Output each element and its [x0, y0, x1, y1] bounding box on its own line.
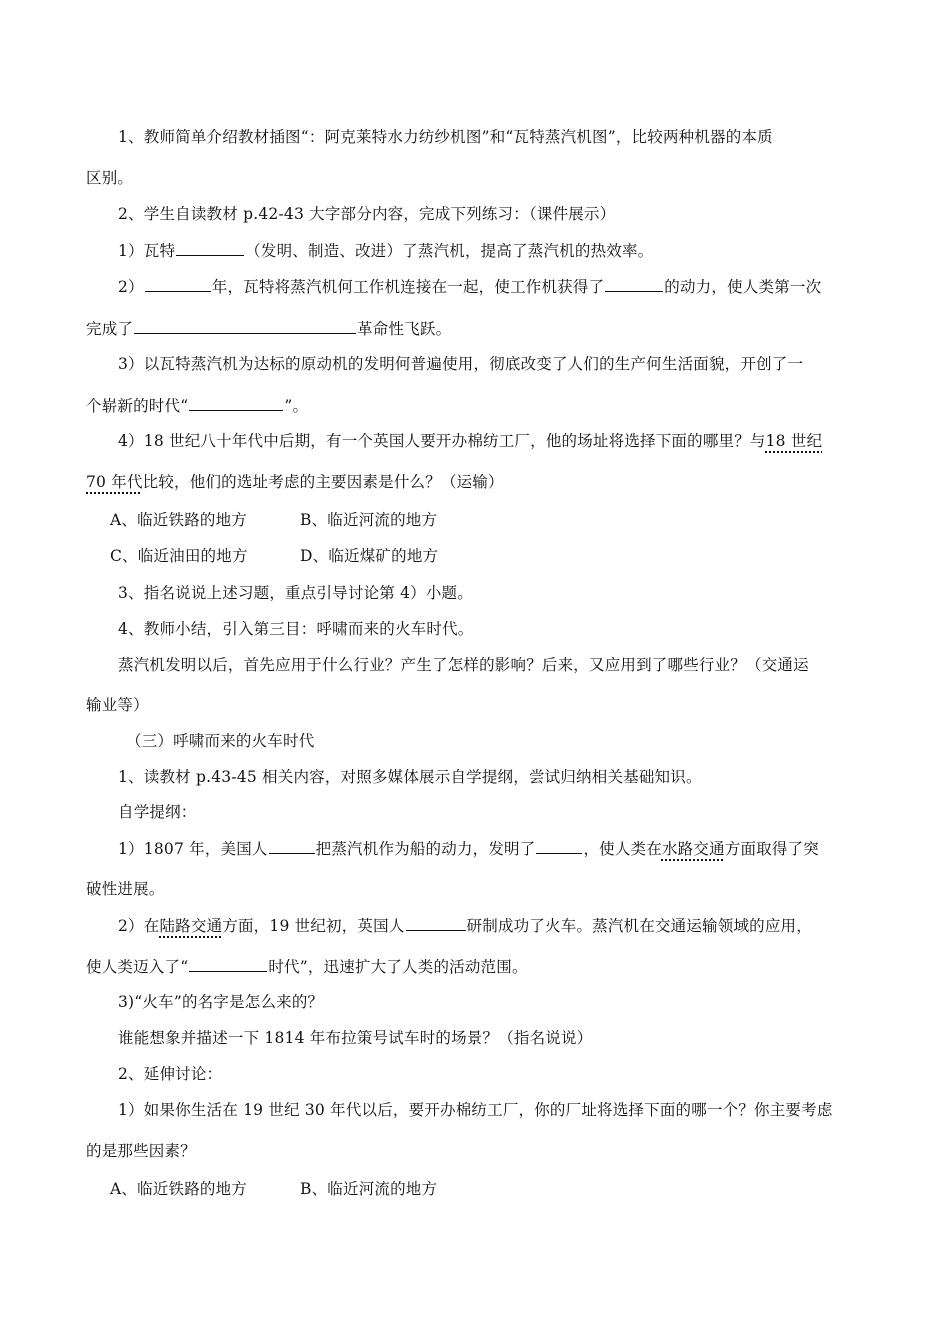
text-line	[118, 619, 473, 639]
text-line	[118, 583, 473, 603]
text: 输业等）	[86, 696, 149, 714]
option-b: B、临近河流的地方	[300, 1180, 438, 1198]
emphasis-text: 陆路交通	[159, 917, 223, 935]
text: 方面，19 世纪初，英国人	[222, 917, 405, 935]
text: 3）以瓦特蒸汽机为达标的原动机的发明何普遍使用，彻底改变了人们的生产何生活面貌，开创了一	[118, 355, 804, 373]
text: 谁能想象并描述一下 1814 年布拉策号试车时的场景？（指名说说）	[118, 1029, 593, 1047]
text: 方面取得了突	[724, 840, 819, 858]
option-d: D、临近煤矿的地方	[300, 547, 439, 565]
text: 1）如果你生活在 19 世纪 30 年代以后，要开办棉纺工厂，你的厂址将选择下面的哪一个？你主要考虑	[118, 1101, 833, 1119]
fill-blank	[406, 915, 466, 931]
text: 的是那些因素？	[86, 1142, 196, 1160]
text: 1、教师简单介绍教材插图“：阿克莱特水力纺纱机图”和“瓦特蒸汽机图”，比较两种机器的本质	[118, 128, 773, 146]
text: ，使人类在	[583, 840, 662, 858]
fill-blank	[605, 276, 663, 292]
text-line	[86, 695, 149, 715]
text: 个崭新的时代“	[86, 397, 189, 415]
text-line	[86, 879, 165, 899]
text: 自学提纲：	[118, 803, 197, 821]
option-b: B、临近河流的地方	[300, 511, 438, 529]
option-row	[110, 1179, 437, 1199]
text: （三）呼啸而来的火车时代	[126, 732, 315, 750]
option-a: A、临近铁路的地方	[110, 1180, 247, 1198]
text-line	[118, 838, 819, 859]
text-line	[118, 915, 812, 936]
fill-blank	[269, 838, 315, 854]
text: 4）18 世纪八十年代中后期，有一个英国人要开办棉纺工厂，他的场址将选择下面的哪里？与	[118, 432, 766, 450]
section-heading	[126, 731, 314, 751]
text: 1）瓦特	[118, 242, 176, 260]
text: 时代”，迅速扩大了人类的活动范围。	[268, 958, 528, 976]
text: 3)“火车”的名字是怎么来的？	[118, 993, 324, 1011]
text: 2）	[118, 278, 144, 296]
text-line	[118, 204, 615, 224]
fill-blank	[176, 240, 244, 256]
text-line	[86, 395, 308, 416]
text-line	[118, 767, 702, 787]
text: 完成了	[86, 320, 134, 338]
text: 3、指名说说上述习题，重点引导讨论第 4）小题。	[118, 584, 473, 602]
text-line	[118, 240, 653, 261]
text-line	[86, 318, 451, 339]
text: 年，瓦特将蒸汽机何工作机连接在一起，使工作机获得了	[211, 278, 605, 296]
fill-blank	[145, 276, 211, 292]
fill-blank	[536, 838, 582, 854]
option-row	[110, 546, 438, 566]
text-line	[86, 168, 133, 188]
text-line	[118, 1064, 222, 1084]
option-c: C、临近油田的地方	[110, 547, 248, 565]
text-line	[118, 655, 809, 675]
text: 2、学生自读教材 p.42-43 大字部分内容，完成下列练习：（课件展示）	[118, 205, 616, 223]
text: 的动力，使人类第一次	[664, 278, 822, 296]
text: 2、延伸讨论：	[118, 1065, 223, 1083]
text-line	[118, 431, 822, 451]
text: 2）在	[118, 917, 160, 935]
text-line	[118, 276, 821, 297]
fill-blank	[189, 395, 283, 411]
text: 1）1807 年，美国人	[118, 840, 268, 858]
fill-blank	[134, 318, 356, 334]
text-line	[118, 992, 323, 1012]
text-line	[118, 802, 197, 822]
text-line	[118, 354, 803, 374]
emphasis-text: 70 年代	[86, 473, 143, 491]
text: ”。	[284, 397, 309, 415]
text: 革命性飞跃。	[357, 320, 452, 338]
option-a: A、临近铁路的地方	[110, 511, 247, 529]
text-line	[86, 956, 528, 977]
text: 区别。	[86, 169, 134, 187]
text: 蒸汽机发明以后，首先应用于什么行业？产生了怎样的影响？后来，又应用到了哪些行业？（交通运	[118, 656, 809, 674]
emphasis-text: 18 世纪	[765, 432, 823, 450]
text: 把蒸汽机作为船的动力，发明了	[315, 840, 536, 858]
emphasis-text: 水路交通	[661, 840, 725, 858]
text-line	[118, 127, 773, 147]
text: 破性进展。	[86, 880, 165, 898]
text: 研制成功了火车。蒸汽机在交通运输领域的应用，	[466, 917, 812, 935]
text: （发明、制造、改进）了蒸汽机，提高了蒸汽机的热效率。	[245, 242, 654, 260]
text-line	[118, 1028, 592, 1048]
text: 4、教师小结，引入第三目：呼啸而来的火车时代。	[118, 620, 474, 638]
text-line	[118, 1100, 833, 1120]
option-row	[110, 510, 437, 530]
text-line	[86, 472, 504, 492]
fill-blank	[189, 956, 267, 972]
text: 1、读教材 p.43-45 相关内容，对照多媒体展示自学提纲，尝试归纳相关基础知识。	[118, 768, 702, 786]
text: 使人类迈入了“	[86, 958, 189, 976]
text-line	[86, 1141, 196, 1161]
text: 比较，他们的选址考虑的主要因素是什么？（运输）	[142, 473, 504, 491]
